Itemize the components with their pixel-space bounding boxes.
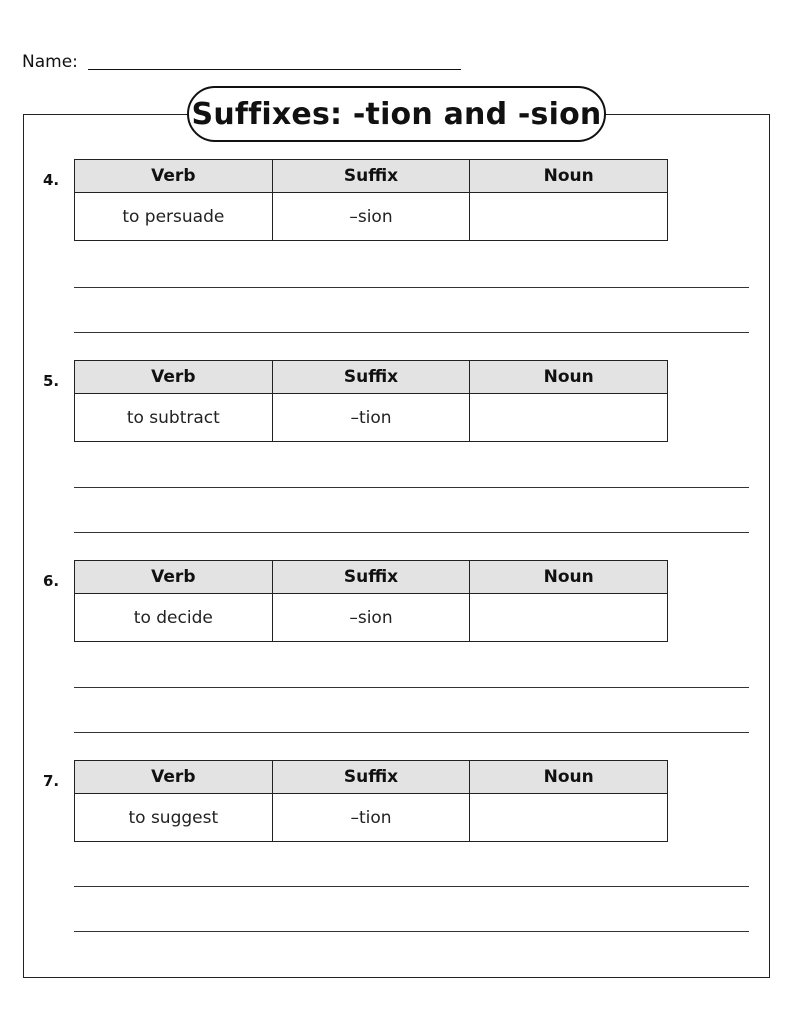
table-row xyxy=(75,193,668,241)
noun-answer-cell[interactable] xyxy=(470,794,668,842)
answer-line-1[interactable] xyxy=(74,487,749,488)
suffix-header: Suffix xyxy=(272,160,470,193)
exercise-number: 4. xyxy=(43,171,60,189)
suffix-header: Suffix xyxy=(272,361,470,394)
noun-answer-cell[interactable] xyxy=(470,594,668,642)
word-table xyxy=(74,159,668,241)
exercise-number: 7. xyxy=(43,772,60,790)
answer-line-2[interactable] xyxy=(74,332,749,333)
table-row xyxy=(75,394,668,442)
verb-header: Verb xyxy=(75,361,273,394)
noun-header: Noun xyxy=(470,561,668,594)
noun-answer-cell[interactable] xyxy=(470,193,668,241)
verb-cell: to subtract xyxy=(75,394,273,442)
noun-header: Noun xyxy=(470,361,668,394)
worksheet-title: Suffixes: -tion and -sion xyxy=(187,86,606,142)
answer-line-2[interactable] xyxy=(74,931,749,932)
noun-answer-cell[interactable] xyxy=(470,394,668,442)
table-row xyxy=(75,794,668,842)
table-header-row xyxy=(75,561,668,594)
suffix-cell: –tion xyxy=(272,394,470,442)
table-header-row xyxy=(75,761,668,794)
exercise-number: 5. xyxy=(43,372,60,390)
table-row xyxy=(75,594,668,642)
noun-header: Noun xyxy=(470,761,668,794)
suffix-header: Suffix xyxy=(272,761,470,794)
answer-line-1[interactable] xyxy=(74,287,749,288)
name-label: Name: xyxy=(22,52,78,72)
noun-header: Noun xyxy=(470,160,668,193)
exercise-number: 6. xyxy=(43,572,60,590)
word-table xyxy=(74,760,668,842)
table-header-row xyxy=(75,361,668,394)
word-table xyxy=(74,560,668,642)
answer-line-1[interactable] xyxy=(74,687,749,688)
word-table xyxy=(74,360,668,442)
worksheet-frame xyxy=(23,114,770,978)
verb-header: Verb xyxy=(75,561,273,594)
answer-line-2[interactable] xyxy=(74,532,749,533)
verb-cell: to decide xyxy=(75,594,273,642)
table-header-row xyxy=(75,160,668,193)
verb-header: Verb xyxy=(75,160,273,193)
suffix-cell: –sion xyxy=(272,193,470,241)
answer-line-1[interactable] xyxy=(74,886,749,887)
verb-header: Verb xyxy=(75,761,273,794)
answer-line-2[interactable] xyxy=(74,732,749,733)
suffix-cell: –sion xyxy=(272,594,470,642)
verb-cell: to suggest xyxy=(75,794,273,842)
suffix-cell: –tion xyxy=(272,794,470,842)
name-input-line[interactable] xyxy=(88,69,461,70)
verb-cell: to persuade xyxy=(75,193,273,241)
suffix-header: Suffix xyxy=(272,561,470,594)
